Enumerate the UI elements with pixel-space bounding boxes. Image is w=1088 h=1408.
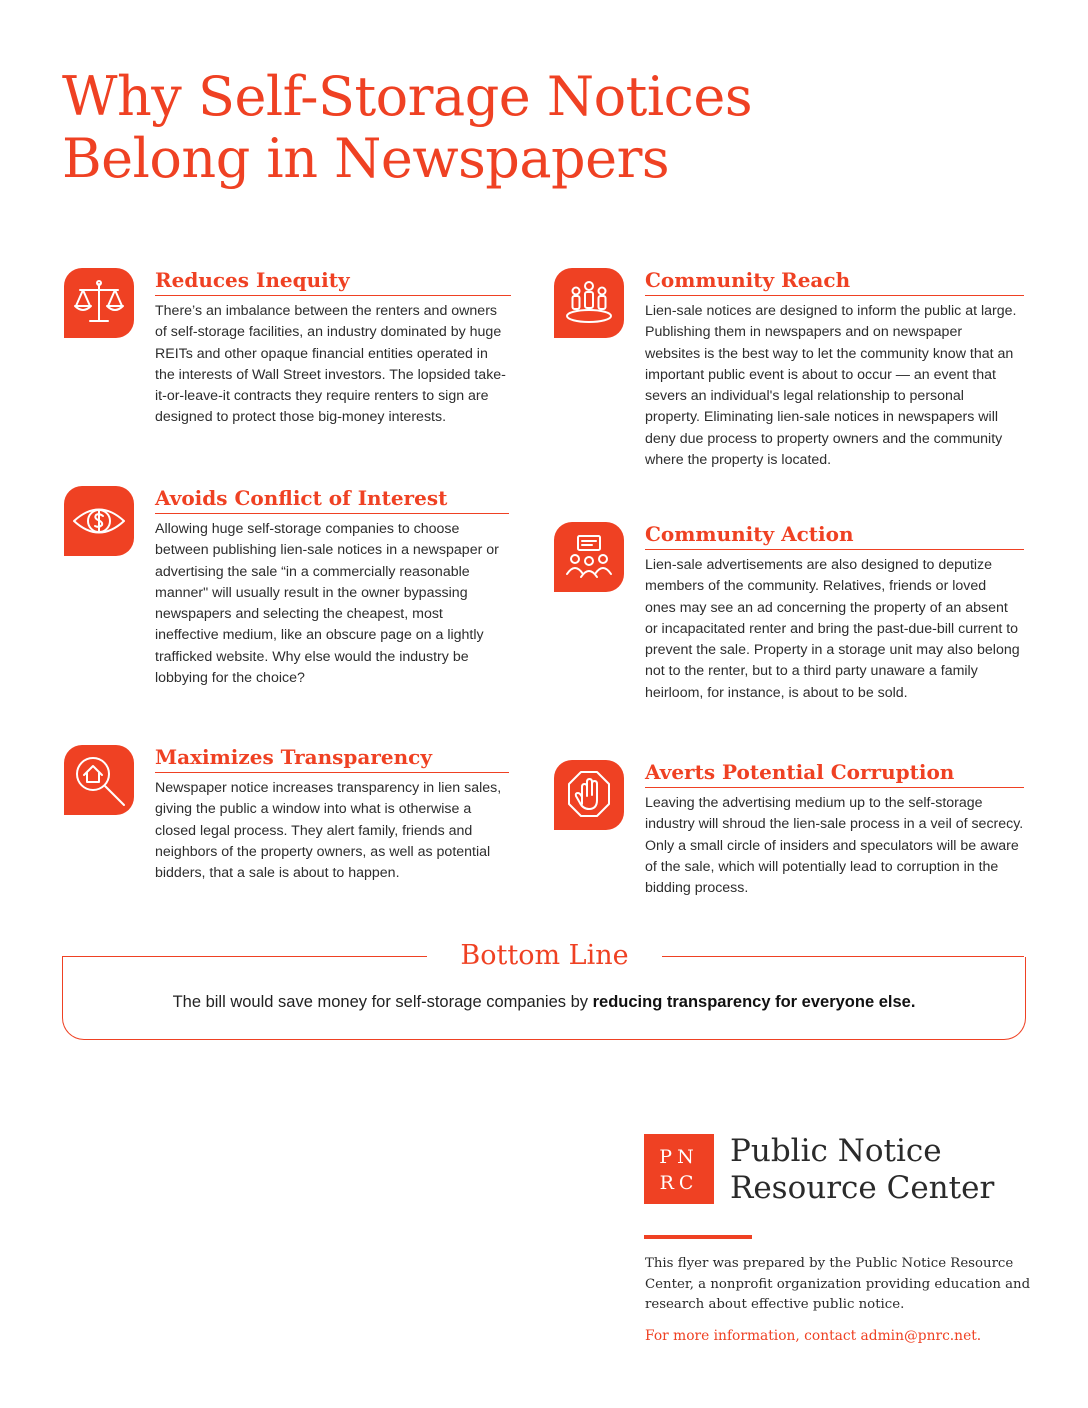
section-body: Lien-sale notices are designed to inform the public at large. Publishing them in newspapers and on newspaper websites is the best way to let the community know that an important public event is about to occur — an event that severs an individual's legal relationship to personal property. Eliminating lien-sale notices in newspapers will deny due process to property owners and the community where the property is located.: [645, 303, 1017, 469]
section-divider: [645, 787, 1024, 788]
section-title: Reduces Inequity: [155, 268, 350, 292]
section-title: Avoids Conflict of Interest: [155, 486, 448, 510]
section-maximizes-transparency: [64, 745, 514, 915]
page-title-line-1: Why Self-Storage Notices: [62, 65, 753, 128]
section-divider: [155, 295, 511, 296]
org-name-line-1: Public Notice: [730, 1133, 942, 1169]
section-body: There’s an imbalance between the renters and owners of self-storage facilities, an industry dominated by huge REITs and other opaque financial entities operated in the interests of Wall Street investors. The lopsided take-it-or-leave-it contracts they require renters to sign are designed to protect those big-money interests.: [155, 303, 506, 426]
section-divider: [645, 295, 1024, 296]
magnifier-house-icon: [64, 745, 134, 815]
section-title: Averts Potential Corruption: [645, 760, 955, 784]
bottom-line-text-bold: reducing transparency for everyone else.: [592, 993, 916, 1011]
pnrc-logo: [644, 1134, 714, 1204]
logo-line-1: PN: [659, 1146, 699, 1168]
section-community-reach: [554, 268, 1034, 498]
bottom-line-text: [62, 990, 1026, 1014]
section-body: Leaving the advertising medium up to the self-storage industry will shroud the lien-sale process in a veil of secrecy. Only a small circle of insiders and speculators will be aware of the sale, which will potentially lead to corruption in the bidding process.: [645, 795, 1024, 897]
logo-line-2: RC: [659, 1172, 699, 1194]
section-reduces-inequity: [64, 268, 514, 458]
footer-divider: [644, 1235, 752, 1239]
page-title: [62, 66, 962, 190]
section-averts-corruption: [554, 760, 1034, 910]
bottom-line-rule-right: [662, 956, 1024, 957]
people-screen-icon: [554, 522, 624, 592]
flyer-blurb: This flyer was prepared by the Public Notice Resource Center, a nonprofit organization providing education and research about effective public notice.: [645, 1256, 1031, 1312]
section-avoids-conflict: [64, 486, 514, 716]
scales-of-justice-icon: [64, 268, 134, 338]
section-divider: [155, 772, 509, 773]
section-divider: [645, 549, 1024, 550]
section-title: Maximizes Transparency: [155, 745, 432, 769]
org-name-line-2: Resource Center: [730, 1170, 995, 1206]
section-body: Allowing huge self-storage companies to choose between publishing lien-sale notices in a newspaper or advertising the sale “in a commercially reasonable manner" will usually result in the owner bypassing newspapers and selecting the cheapest, most ineffective medium, like an obscure page on a lightly trafficked website. Why else would the industry be lobbying for the choice?: [155, 521, 499, 687]
section-title: Community Action: [645, 522, 854, 546]
section-divider: [155, 513, 509, 514]
community-group-icon: [554, 268, 624, 338]
eye-dollar-icon: [64, 486, 134, 556]
bottom-line-text-plain: The bill would save money for self-storage companies by: [172, 993, 593, 1011]
page-title-line-2: Belong in Newspapers: [62, 127, 670, 190]
section-community-action: [554, 522, 1034, 732]
stop-hand-icon: [554, 760, 624, 830]
section-body: Lien-sale advertisements are also designed to deputize members of the community. Relatives, friends or loved ones may see an ad concerning the property of an absent or incapacitated renter and bring the past-due-bill current to prevent the sale. Property in a storage unit may also belong not to the renter, but to a third party unaware a family heirloom, for instance, is about to be sold.: [645, 557, 1020, 701]
section-body: Newspaper notice increases transparency in lien sales, giving the public a window into what is otherwise a closed legal process. They alert family, friends and neighbors of the property owners, as well as potential bidders, that a sale is about to happen.: [155, 780, 502, 882]
org-name: [730, 1133, 994, 1207]
bottom-line-rule-left: [62, 956, 427, 957]
bottom-line-title: Bottom Line: [460, 940, 629, 971]
section-title: Community Reach: [645, 268, 851, 292]
contact-info: For more information, contact admin@pnrc.net.: [645, 1328, 982, 1344]
